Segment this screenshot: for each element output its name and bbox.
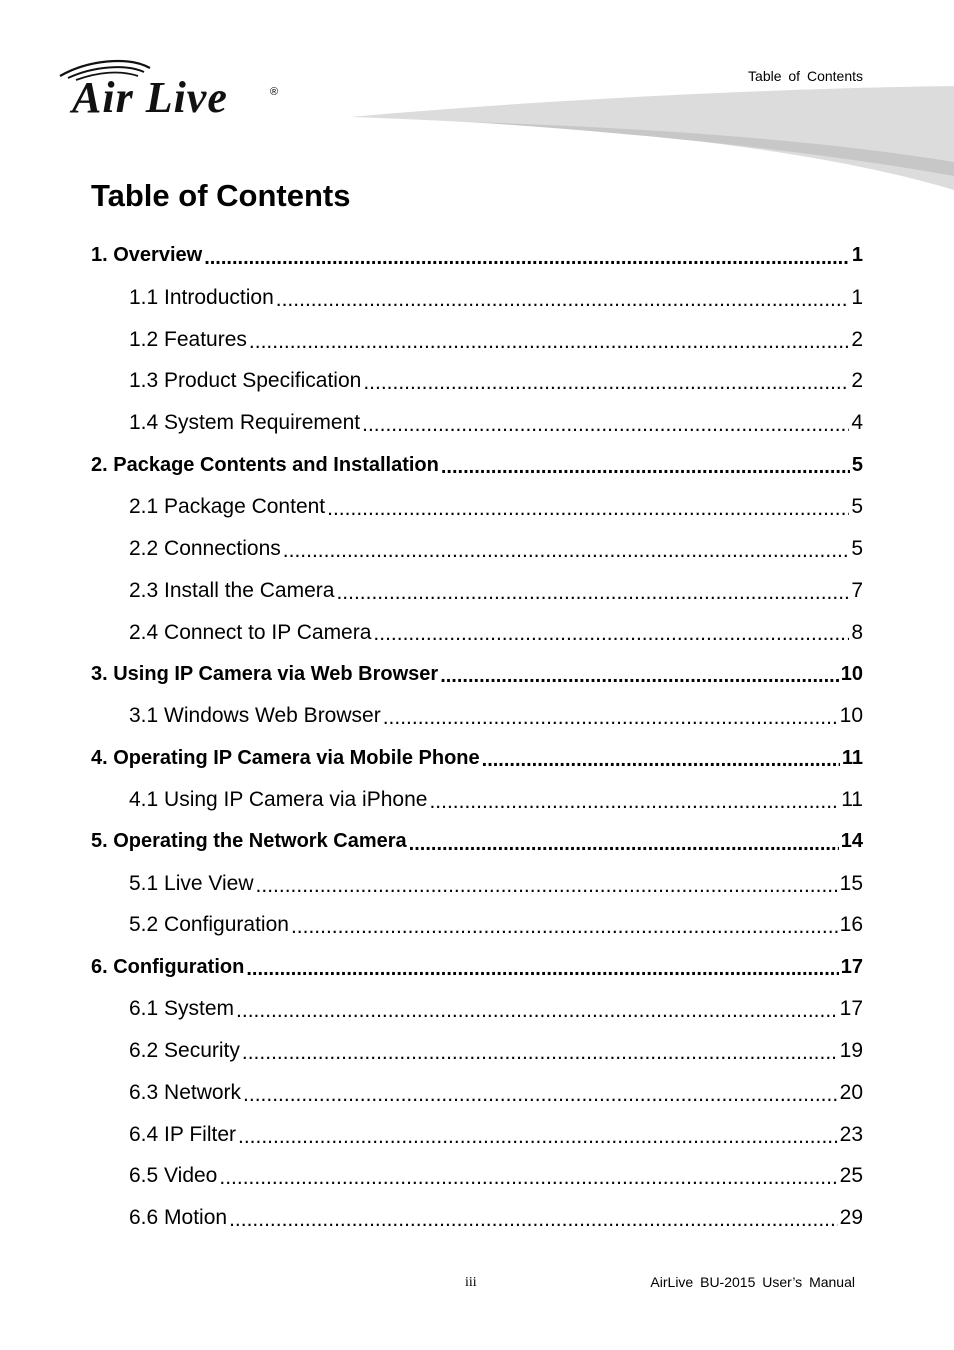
- toc-entry-label: 1.4 System Requirement: [129, 411, 361, 435]
- toc-leader-dots: [276, 287, 850, 319]
- toc-entry[interactable]: [91, 277, 863, 319]
- toc-entry-label: 2.2 Connections: [129, 536, 281, 560]
- toc-leader-dots: [243, 1082, 838, 1114]
- table-of-contents: [91, 235, 863, 1239]
- toc-leader-dots: [242, 1040, 838, 1072]
- toc-entry-label: 6.6 Motion: [129, 1206, 228, 1230]
- toc-entry-label: 1.2 Features: [129, 327, 247, 351]
- toc-leader-dots: [482, 747, 840, 779]
- toc-leader-dots: [409, 831, 839, 863]
- toc-entry-page: 2: [851, 327, 863, 351]
- toc-entry[interactable]: [91, 402, 863, 444]
- toc-leader-dots: [440, 663, 839, 695]
- toc-entry[interactable]: [91, 1072, 863, 1114]
- toc-entry-label: 3. Using IP Camera via Web Browser: [91, 662, 439, 685]
- toc-entry-page: 5: [851, 494, 863, 518]
- toc-entry[interactable]: [91, 905, 863, 947]
- toc-entry-page: 1: [851, 244, 863, 267]
- toc-leader-dots: [246, 956, 838, 988]
- toc-leader-dots: [291, 914, 838, 946]
- toc-entry-label: 6.2 Security: [129, 1038, 240, 1062]
- footer-manual-title: AirLive BU-2015 User’s Manual: [650, 1274, 855, 1290]
- registered-mark: ®: [270, 86, 279, 98]
- toc-entry-page: 7: [851, 578, 863, 602]
- toc-entry-page: 5: [851, 536, 863, 560]
- toc-leader-dots: [327, 496, 849, 528]
- toc-entry-label: 6. Configuration: [91, 955, 245, 978]
- toc-entry[interactable]: [91, 946, 863, 988]
- toc-leader-dots: [236, 998, 838, 1030]
- toc-entry-label: 2.1 Package Content: [129, 494, 326, 518]
- toc-leader-dots: [383, 705, 838, 737]
- toc-entry-page: 4: [851, 411, 863, 435]
- toc-entry-page: 10: [839, 704, 863, 728]
- toc-leader-dots: [249, 329, 849, 361]
- toc-entry[interactable]: [91, 779, 863, 821]
- toc-leader-dots: [229, 1207, 838, 1239]
- toc-leader-dots: [441, 454, 850, 486]
- toc-leader-dots: [429, 789, 839, 821]
- toc-entry[interactable]: [91, 1114, 863, 1156]
- toc-leader-dots: [256, 873, 838, 905]
- toc-entry-label: 4.1 Using IP Camera via iPhone: [129, 787, 428, 811]
- toc-entry[interactable]: [91, 1030, 863, 1072]
- toc-entry[interactable]: [91, 1156, 863, 1198]
- toc-entry[interactable]: [91, 361, 863, 403]
- toc-entry-label: 6.4 IP Filter: [129, 1122, 236, 1146]
- toc-entry-page: 8: [851, 620, 863, 644]
- toc-entry-page: 11: [841, 746, 863, 769]
- toc-entry-page: 19: [839, 1038, 863, 1062]
- toc-entry-label: 5.1 Live View: [129, 871, 254, 895]
- toc-leader-dots: [363, 370, 849, 402]
- toc-entry[interactable]: [91, 863, 863, 905]
- toc-entry-label: 6.5 Video: [129, 1164, 218, 1188]
- toc-entry[interactable]: [91, 612, 863, 654]
- toc-entry[interactable]: [91, 235, 863, 277]
- toc-entry-page: 5: [851, 453, 863, 476]
- toc-entry-label: 1.1 Introduction: [129, 285, 274, 309]
- toc-entry[interactable]: [91, 528, 863, 570]
- toc-entry-label: 5.2 Configuration: [129, 913, 289, 937]
- toc-entry-page: 17: [839, 997, 863, 1021]
- toc-entry[interactable]: [91, 653, 863, 695]
- toc-entry[interactable]: [91, 570, 863, 612]
- toc-entry-label: 5. Operating the Network Camera: [91, 830, 407, 853]
- toc-entry-page: 2: [851, 369, 863, 393]
- toc-entry-page: 10: [840, 662, 863, 685]
- toc-entry-page: 14: [840, 830, 863, 853]
- toc-entry-label: 6.1 System: [129, 997, 235, 1021]
- toc-entry-label: 3.1 Windows Web Browser: [129, 704, 381, 728]
- toc-leader-dots: [373, 621, 849, 653]
- toc-entry-label: 1.3 Product Specification: [129, 369, 362, 393]
- toc-entry[interactable]: [91, 821, 863, 863]
- toc-entry[interactable]: [91, 988, 863, 1030]
- toc-entry-label: 4. Operating IP Camera via Mobile Phone: [91, 746, 480, 769]
- toc-entry-page: 16: [839, 913, 863, 937]
- toc-leader-dots: [336, 580, 849, 612]
- toc-entry-page: 25: [839, 1164, 863, 1188]
- toc-entry-page: 17: [840, 955, 863, 978]
- toc-entry-page: 11: [841, 787, 863, 811]
- toc-entry-page: 20: [839, 1080, 863, 1104]
- toc-leader-dots: [362, 412, 849, 444]
- toc-entry[interactable]: [91, 486, 863, 528]
- toc-entry-label: 2.3 Install the Camera: [129, 578, 335, 602]
- toc-entry-label: 1. Overview: [91, 244, 203, 267]
- page-title: Table of Contents: [91, 178, 351, 213]
- toc-leader-dots: [204, 245, 850, 277]
- toc-leader-dots: [238, 1124, 838, 1156]
- footer-page-number: iii: [465, 1275, 477, 1290]
- toc-entry[interactable]: [91, 737, 863, 779]
- toc-entry-page: 29: [839, 1206, 863, 1230]
- toc-entry-page: 23: [839, 1122, 863, 1146]
- toc-entry-label: 2.4 Connect to IP Camera: [129, 620, 372, 644]
- running-head: Table of Contents: [748, 68, 863, 84]
- toc-entry[interactable]: [91, 1197, 863, 1239]
- toc-leader-dots: [283, 538, 850, 570]
- toc-entry[interactable]: [91, 695, 863, 737]
- toc-entry[interactable]: [91, 444, 863, 486]
- toc-entry-page: 1: [851, 285, 863, 309]
- toc-entry[interactable]: [91, 319, 863, 361]
- logo-text: Air Live: [72, 73, 228, 122]
- toc-entry-page: 15: [839, 871, 863, 895]
- toc-entry-label: 6.3 Network: [129, 1080, 242, 1104]
- toc-entry-label: 2. Package Contents and Installation: [91, 453, 439, 476]
- toc-leader-dots: [219, 1165, 837, 1197]
